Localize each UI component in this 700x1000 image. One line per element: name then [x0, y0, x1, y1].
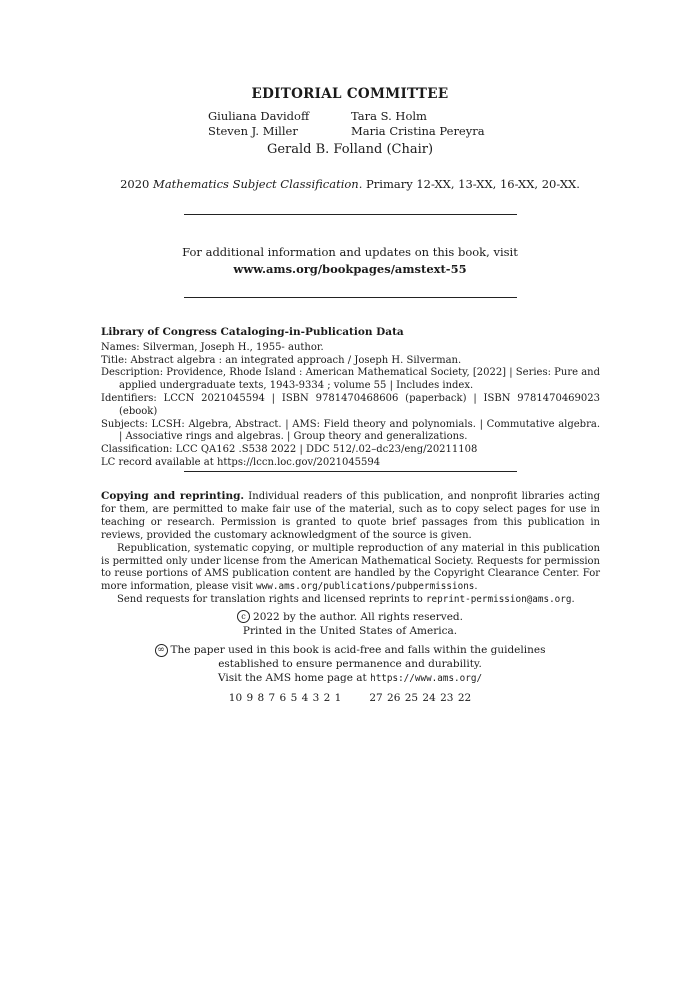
printing-numbers: 10 9 8 7 6 5 4 3 2 1	[228, 692, 342, 704]
homepage-line	[0, 671, 700, 686]
divider	[184, 214, 517, 215]
msc-label: Mathematics Subject Classification.	[153, 177, 363, 191]
copyright-text: 2022 by the author. All rights reserved.	[253, 611, 463, 623]
printing-line	[0, 692, 700, 704]
divider	[184, 471, 517, 472]
paper-line	[0, 643, 700, 657]
punctuation: .	[474, 581, 478, 593]
copying-paragraph	[101, 490, 600, 543]
copyright-notice	[0, 610, 700, 638]
cataloging-data	[101, 326, 600, 470]
cataloging-entry: LC record available at https://lccn.loc.gov/2021045594	[101, 456, 381, 468]
book-info	[0, 244, 700, 278]
committee-member: Steven J. Miller	[208, 124, 298, 138]
msc-year: 2020	[120, 177, 150, 191]
republication-text: Republication, systematic copying, or multiple reproduction of any material in this publication is permitted only under license from the American Mathematical Society. Requests for permission to reuse portions of AMS publication content are handled by the Copyright Clearance Center. For more information, please visit	[101, 542, 600, 593]
copying-text: Individual readers of this publication, and nonprofit libraries acting for them, are permitted to make fair use of the material, such as to copy select pages for use in teaching or research. Permission is granted to quote brief passages from this publication in reviews, provided the customary acknowledgment of the source is given.	[101, 491, 600, 541]
printing-years: 27 26 25 24 23 22	[369, 692, 472, 704]
homepage-link[interactable]: https://www.ams.org/	[370, 673, 483, 684]
translation-text: Send requests for translation rights and licensed reprints to	[117, 594, 423, 606]
committee-member: Tara S. Holm	[351, 109, 427, 123]
permissions-link[interactable]: www.ams.org/publications/pubpermissions	[256, 581, 475, 593]
cataloging-entry: Title: Abstract algebra : an integrated approach / Joseph H. Silverman.	[101, 354, 462, 366]
committee-row	[208, 124, 508, 139]
paper-text: established to ensure permanence and durability.	[218, 658, 482, 670]
cataloging-entry: Classification: LCC QA162 .S538 2022 | DDC 512/.02–dc23/eng/20211108	[101, 444, 478, 456]
cataloging-entry: Identifiers: LCCN 2021045594 | ISBN 9781470468606 (paperback) | ISBN 9781470469023 (ebook)	[101, 392, 600, 417]
committee-chair: Gerald B. Folland (Chair)	[266, 142, 434, 157]
copying-heading: Copying and reprinting.	[101, 490, 245, 502]
cataloging-heading: Library of Congress Cataloging-in-Publication Data	[101, 326, 404, 338]
committee-row	[208, 109, 508, 124]
infinity-icon: ∞	[155, 644, 168, 657]
reprint-email-link[interactable]: reprint-permission@ams.org	[425, 594, 572, 606]
paper-text: The paper used in this book is acid-free and falls within the guidelines	[170, 644, 546, 656]
divider	[184, 297, 517, 298]
committee-member: Giuliana Davidoff	[208, 109, 310, 123]
cataloging-entry: Names: Silverman, Joseph H., 1955- author.	[101, 341, 324, 353]
committee-members	[208, 109, 508, 139]
committee-member: Maria Cristina Pereyra	[351, 124, 485, 138]
copyright-icon: c	[237, 610, 250, 623]
copyright-line	[0, 610, 700, 624]
book-url-link[interactable]: www.ams.org/bookpages/amstext-55	[233, 262, 467, 276]
printed-in: Printed in the United States of America.	[242, 625, 458, 637]
paper-notice	[0, 643, 700, 686]
copying-paragraph	[101, 594, 600, 607]
committee-title: EDITORIAL COMMITTEE	[251, 86, 449, 102]
copying-section	[101, 490, 600, 607]
copying-paragraph	[101, 543, 600, 595]
punctuation: .	[571, 594, 575, 606]
subject-classification	[0, 177, 700, 191]
homepage-text: Visit the AMS home page at	[217, 672, 367, 684]
msc-value: Primary 12-XX, 13-XX, 16-XX, 20-XX.	[366, 177, 580, 191]
cataloging-entry: Description: Providence, Rhode Island : American Mathematical Society, [2022] | Series: Pure and applied undergraduate texts, 1943-9334 ; volume 55 | Includes index.	[101, 367, 601, 392]
info-text: For additional information and updates on this book, visit	[182, 245, 518, 259]
cataloging-entry: Subjects: LCSH: Algebra, Abstract. | AMS: Field theory and polynomials. | Commutative algebra. | Associative rings and algebras. | Group theory and generalizations.	[101, 418, 600, 443]
